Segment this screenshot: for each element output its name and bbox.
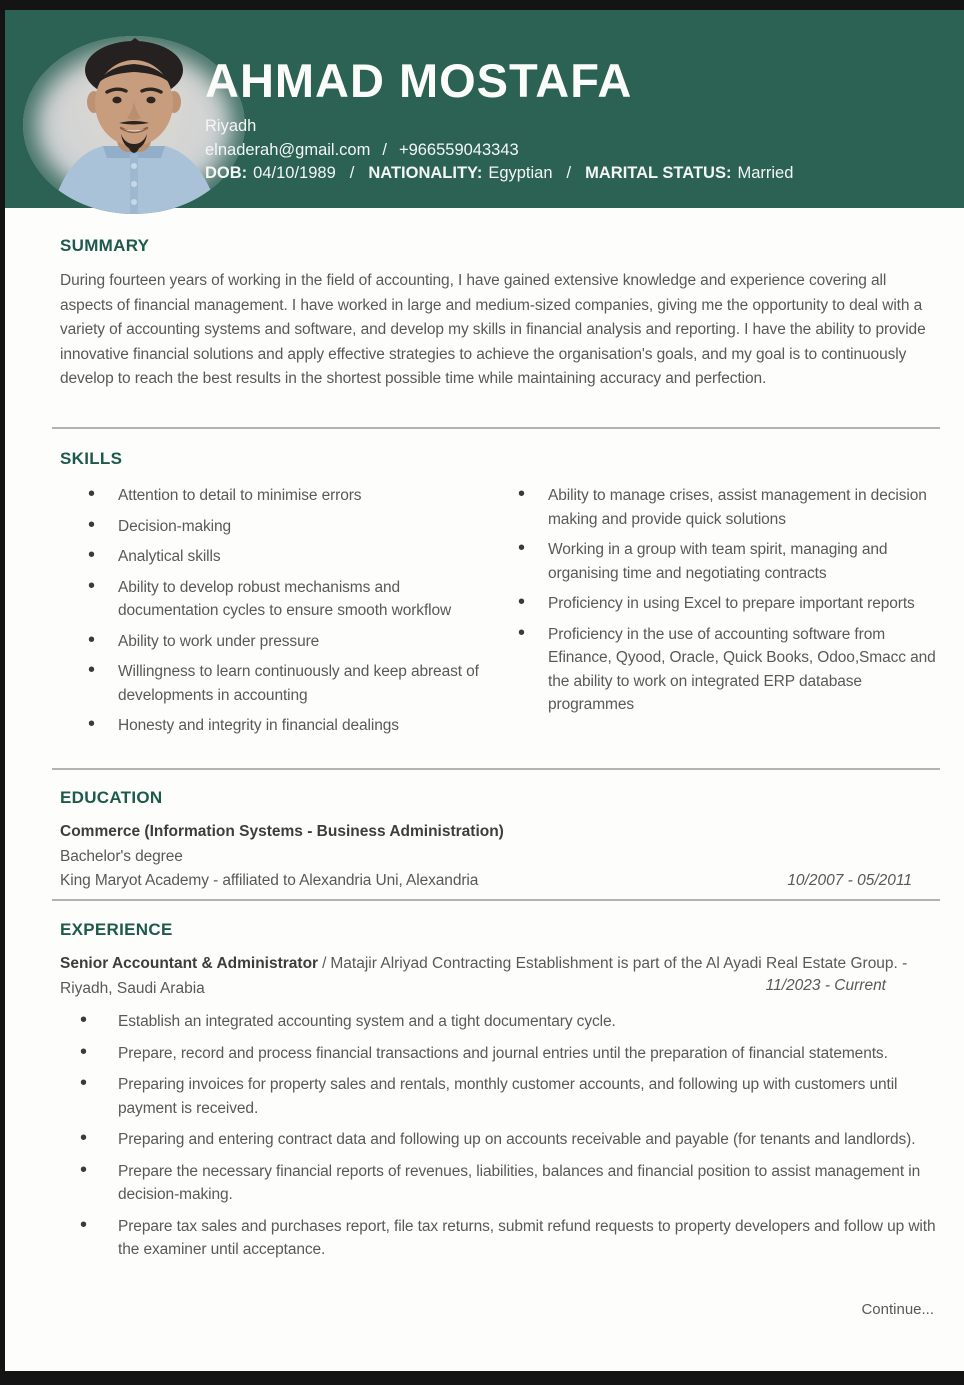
top-frame-bar [0, 0, 964, 10]
skill-item: • Proficiency in using Excel to prepare important reports [490, 592, 938, 616]
skill-item: • Decision-making [60, 515, 490, 539]
skill-item: • Working in a group with team spirit, managing and organising time and negotiating contracts [490, 538, 938, 585]
skills-columns [60, 477, 938, 738]
summary-title: SUMMARY [60, 236, 150, 255]
contact-line [205, 139, 793, 163]
marital-status-label: MARITAL STATUS: [585, 164, 732, 183]
job-duty-item: • Preparing and entering contract data and following up on accounts receivable and payable (for tenants and landlords). [60, 1128, 938, 1152]
left-frame-bar [0, 0, 5, 1385]
education-school: King Maryot Academy - affiliated to Alexandria Uni, Alexandria [60, 872, 479, 889]
education-major: Commerce (Information Systems - Business Administration) [60, 823, 504, 840]
email-text: elnaderah@gmail.com [205, 140, 371, 159]
skill-item: • Honesty and integrity in financial dealings [60, 714, 490, 738]
skill-item: • Proficiency in the use of accounting software from Efinance, Qyood, Oracle, Quick Books, Odoo,Smacc and the ability to work on integrated ERP database programmes [490, 623, 938, 717]
phone-text: +966559043343 [398, 140, 519, 159]
skills-list-left [60, 477, 490, 738]
skill-item: • Ability to work under pressure [60, 630, 490, 654]
location-line: Riyadh [205, 117, 257, 136]
person-name: AHMAD MOSTAFA [205, 54, 633, 107]
education-school-row [60, 869, 938, 894]
details-line [205, 162, 793, 186]
job-duty-item: • Establish an integrated accounting system and a tight documentary cycle. [60, 1010, 938, 1034]
job-duty-item: • Prepare tax sales and purchases report, file tax returns, submit refund requests to property developers and follow up with the examiner until acceptance. [60, 1215, 938, 1262]
header-text-block [205, 56, 793, 186]
job-title: Senior Accountant & Administrator [60, 955, 319, 972]
skill-item: • Ability to develop robust mechanisms and documentation cycles to ensure smooth workflow [60, 576, 490, 623]
section-divider [52, 899, 940, 901]
continue-label: Continue... [861, 1301, 934, 1318]
bottom-frame-bar [0, 1371, 964, 1385]
details-separator: / [349, 164, 355, 183]
dob-value: 04/10/1989 [253, 164, 336, 183]
education-degree: Bachelor's degree [60, 847, 183, 865]
job-separator: / [322, 955, 327, 972]
skills-title: SKILLS [60, 449, 123, 468]
education-title: EDUCATION [60, 788, 163, 807]
section-divider [52, 768, 940, 770]
job-duty-item: • Prepare, record and process financial transactions and journal entries until the preparation of financial statements. [60, 1042, 938, 1066]
skills-section [60, 449, 938, 738]
job-dates: 11/2023 - Current [765, 976, 886, 994]
nationality-value: Egyptian [488, 164, 553, 183]
details-separator: / [566, 164, 572, 183]
header-banner [0, 10, 964, 208]
skill-item: • Ability to manage crises, assist management in decision making and provide quick solutions [490, 484, 938, 531]
education-dates: 10/2007 - 05/2011 [787, 872, 912, 889]
job-header [60, 952, 938, 1001]
job-duty-item: • Prepare the necessary financial reports of revenues, liabilities, balances and financial position to assist management in decision-making. [60, 1160, 938, 1207]
nationality-label: NATIONALITY: [368, 164, 483, 183]
skill-item: • Analytical skills [60, 545, 490, 569]
contact-separator: / [382, 140, 387, 159]
experience-section [60, 920, 938, 1262]
education-section [60, 788, 938, 894]
dob-label: DOB: [205, 164, 248, 183]
job-duties-wrap [60, 1010, 938, 1262]
skills-list-right [490, 477, 938, 738]
skill-item: • Attention to detail to minimise errors [60, 484, 490, 508]
summary-section [60, 236, 938, 392]
experience-title: EXPERIENCE [60, 920, 173, 939]
job-company: Matajir Alriyad Contracting Establishment is part of the Al Ayadi Real Estate Group. - Riyadh, Saudi Arabia [60, 955, 908, 997]
section-divider [52, 427, 940, 429]
job-duty-item: • Preparing invoices for property sales and rentals, monthly customer accounts, and following up with customers until payment is received. [60, 1073, 938, 1120]
marital-status-value: Married [737, 164, 794, 183]
skill-item: • Willingness to learn continuously and keep abreast of developments in accounting [60, 660, 490, 707]
job-duties-list [60, 1010, 938, 1262]
summary-text: During fourteen years of working in the field of accounting, I have gained extensive knowledge and experience covering all aspects of financial management. I have worked in large and medium-sized companies, giving me the opportunity to deal with a variety of accounting systems and software, and develop my skills in financial analysis and reporting. I have the ability to provide innovative financial solutions and apply effective strategies to achieve the organisation's goals, and my goal is to continuously develop to reach the best results in the shortest possible time while maintaining accuracy and perfection. [60, 272, 926, 387]
